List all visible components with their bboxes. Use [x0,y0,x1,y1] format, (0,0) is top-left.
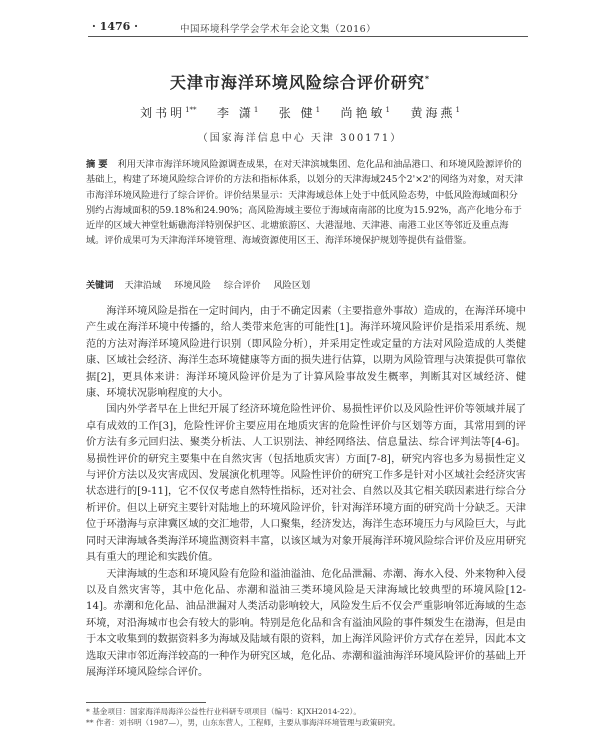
author: 张 健$^1$ [278,106,321,120]
title-footnote-mark: * [424,74,431,84]
keywords [86,278,526,293]
keyword: 综合评价 [223,280,261,291]
affiliation: （国家海洋信息中心 天津 300171） [197,133,403,144]
body-paragraph: 国内外学者早在上世纪开展了经济环境危险性评价、易损性评价以及风险性评价等领域并展了卓有成效的工作[3]，危险性评价主要应用在地质灾害的危险性评价与区划等方面，其常用到的评价方法有多元回归法、聚类分析法、人工识别法、神经网络法、信息量法、综合评判法等[4-6]。易损性评价的研究主要集中在自然灾害（包括地质灾害）方面[7-8]，研究内容也多为易损性定义与评价方法以及灾害成因、发展演化机理等。风险性评价的研究工作多是针对小区域社会经济灾害状态进行的[9-11]，它不仅仅考虑自然特性指标，还对社会、自然以及其它相关联因素进行综合分析评价。但以上研究主要针对陆地上的环境风险评价，针对海洋环境方面的研究尚十分缺乏。天津位于环渤海与京津冀区域的交汇地带，人口聚集，经济发达，海洋生态环境压力与风险巨大，与此同时天津海域各类海洋环境监测资料丰富，以该区域为对象开展海洋环境风险综合评价及应用研究具有重大的理论和实践价值。 [86,404,526,564]
journal-title: 中国环境科学学会学术年会论文集（2016） [180,24,377,35]
footnote-rule [86,702,206,703]
page-number: · 1476 · [92,20,138,33]
keyword: 环境风险 [174,280,211,291]
author: 李 潇$^1$ [217,106,259,120]
body-paragraph: 天津海域的生态和环境风险有危险和溢油溢油、危化品泄漏、赤潮、海水入侵、外来物种入侵以及自然灾害等，其中危化品、赤潮和溢油三类环境风险是天津海域比较典型的环境风险[12-14]。赤潮和危化品、油品泄漏对人类活动影响较大，风险发生后不仅会严重影响邻近海域的生态环境，对沿海城市也会有较大的影响。特别是危化品和含有溢油风险的事件频发生在渤海，但是由于本文收集到的数据资料多为海域及陆域有限的资料，加上海洋风险评价方式存在差异，因此本文选取天津市邻近海洋较高的一种作为研究区域，危化品、赤潮和溢油海洋环境风险评价的基础上开展海洋环境风险综合评价。 [86,568,526,678]
author: 刘书明$^{1**}$ [140,106,197,120]
footnotes [86,706,526,728]
keyword: 风险区划 [273,280,311,291]
author-list [0,104,600,121]
abstract-text: 利用天津市海洋环境风险源调查成果，在对天津滨城集团、危化品和油品港口、和环境风险源评价的基础上，构建了环境风险综合评价的方法和指标体系，以划分的天津海域245个2'×2'的网络为对象，对天津市海洋环境风险进行了综合评价。评价结果显示：天津海域总体上处于中低风险态势，中低风险海域面积分别约占海域面积的59.18%和24.90%；高风险海域主要位于海域南南部的比度为15.92%，高产化地分布于近岸的区域大神堂牡蛎礁海洋特别保护区、北塘旅游区、大港湿地、天津港、南港工业区等邻近及重点海域。评价成果可为天津海洋环境管理、海域资源使用区王、海洋环境保护规划等提供有益借鉴。 [86,159,524,247]
footnote: ** 作者：刘书明（1987—），男，山东东营人，工程师，主要从事海洋环境管理与政策研究。 [86,718,401,727]
header-rule [88,36,528,37]
keywords-label: 关键词 [86,280,114,291]
footnote: * 基金项目：国家海洋局海洋公益性行业科研专项项目（编号：KJXH2014-22）。 [86,707,361,716]
abstract [86,157,526,249]
body-paragraph: 海洋环境风险是指在一定时间内，由于不确定因素（主要指意外事故）造成的，在海洋环境中产生或在海洋环境中传播的，给人类带来危害的可能性[1]。海洋环境风险评价是指采用系统、规范的方法对海洋环境风险进行识别（即风险分析），并采用定性或定量的方法对风险造成的人类健康、区域社会经济、海洋生态环境健康等方面的损失进行估算，以期为风险管理与决策提供可靠依据[2]，更具体来讲：海洋环境风险评价是为了计算风险事故发生概率，判断其对区域经济、健康、环境状况影响程度的大小。 [86,306,526,400]
page-header [0,0,600,36]
paper-title [0,70,600,93]
keyword: 天津沿域 [124,280,162,291]
abstract-label: 摘 要 [86,159,108,170]
author: 尚艳敏$^1$ [340,106,390,120]
title-text: 天津市海洋环境风险综合评价研究 [169,73,425,92]
body-text [86,304,526,681]
author: 黄海燕$^1$ [410,106,460,120]
